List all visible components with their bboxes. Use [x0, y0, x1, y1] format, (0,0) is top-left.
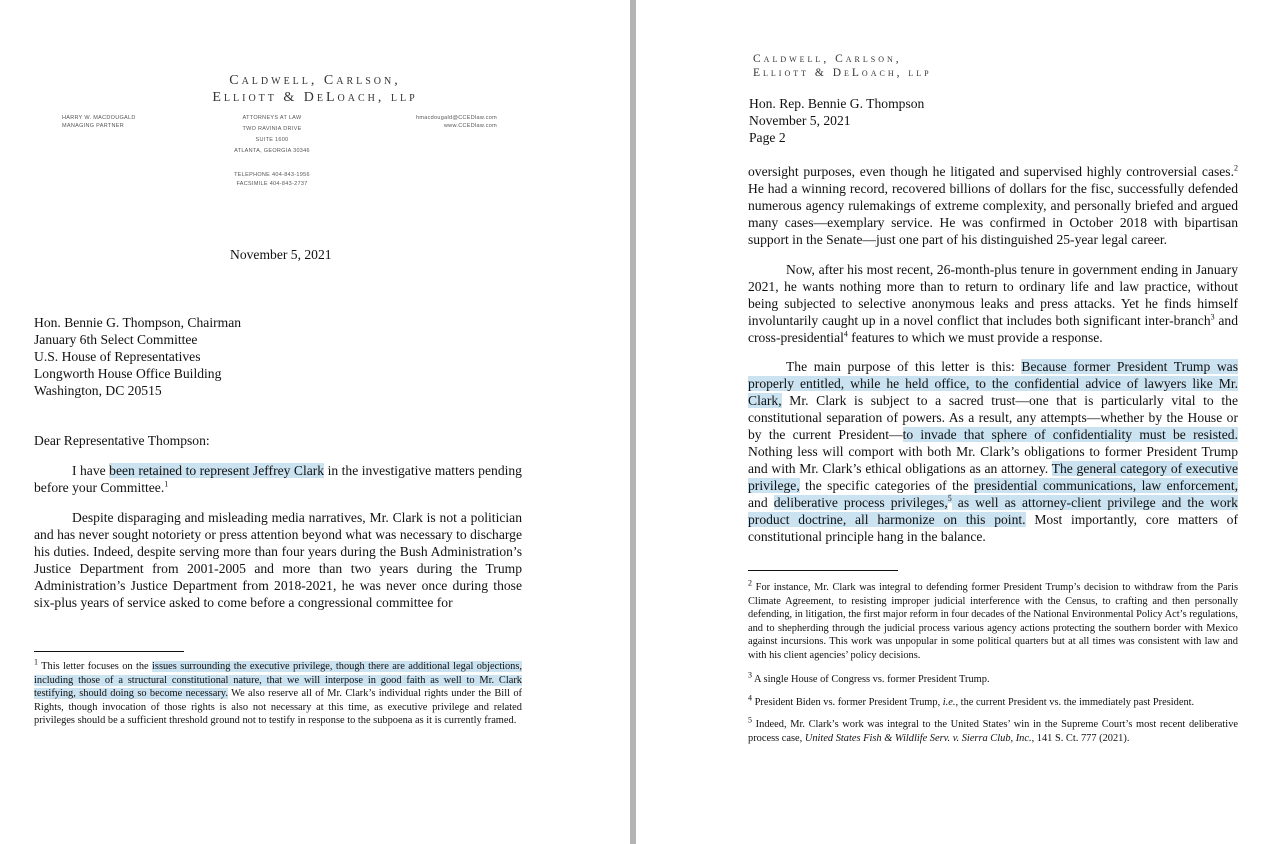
website-address[interactable]: www.CCEDlaw.com — [443, 123, 497, 129]
footnote-number: 2 — [748, 578, 752, 588]
text-run: in the investigative matters pending before your Committee. — [34, 463, 522, 495]
firm-letterhead — [130, 72, 500, 106]
recipient-address — [34, 314, 241, 399]
highlighted-text: been retained to represent Jeffrey Clark — [109, 463, 325, 478]
highlighted-text: Because former President Trump was properly entitled, while he held office, to the confidential advice of lawyers like Mr. Clark, — [748, 359, 1238, 408]
case-citation: United States Fish & Wildlife Serv. v. Sierra Club, Inc. — [804, 732, 1032, 744]
footnote-ref[interactable]: 5 — [947, 494, 952, 504]
highlighted-text: as well as attorney-client privilege and the work product doctrine, all harmonize on this point. — [748, 495, 1238, 527]
text-run: Indeed, Mr. Clark’s work was integral to the United States’ win in the Supreme Court’s most recent deliberative process case, — [748, 719, 1238, 744]
footnote-rule — [748, 570, 898, 571]
recipient-line: Washington, DC 20515 — [34, 383, 162, 398]
text-run: Mr. Clark is subject to a sacred trust—one that is particularly vital to the constitutional separation of powers. As a result, any attempts—whether by the House or by the current President— — [748, 393, 1238, 442]
text-run: The main purpose of this letter is this: — [786, 359, 1022, 374]
text-run: , 141 S. Ct. 777 (2021). — [1031, 732, 1130, 744]
paragraph-2: Despite disparaging and misleading media narratives, Mr. Clark is not a politician and has never sought notoriety or press attention beyond what was necessary to discharge his duties. Indeed, despite serving more than four years during the Bush Administration’s Justice Department from 2001-2005 and more than two years during the Trump Administration’s Justice Department from 2018-2021, he was never once during those six-plus years of service asked to come before a congressional committee for — [34, 510, 522, 610]
highlighted-text: The general category of executive privilege, — [748, 461, 1238, 493]
address-line: ATLANTA, GEORGIA 30346 — [234, 148, 310, 154]
address-line: ATTORNEYS AT LAW — [242, 115, 302, 121]
text-run: the specific categories of the — [799, 478, 975, 493]
text-run: President Biden vs. former President Trump, — [752, 697, 943, 708]
header-page-number: Page 2 — [749, 130, 786, 145]
fax-number: FACSIMILE 404-843-2737 — [236, 181, 308, 187]
footnote-number: 4 — [748, 693, 752, 703]
address-block — [222, 113, 322, 157]
highlighted-text: deliberative process privileges, — [773, 495, 948, 510]
paragraph-continued — [748, 163, 1238, 248]
highlighted-text: issues surrounding the executive privilege, though there are additional legal objections, including those of a structural constitutional nature, that we will interpose in good faith as well to Mr. Clark testifying, should doing so become necessary. — [34, 661, 522, 699]
contact-block — [405, 113, 497, 132]
paragraph-3 — [748, 358, 1238, 545]
text-run: We also reserve all of Mr. Clark’s individual rights under the Bill of Rights, though invocation of those rights is also not necessary at this time, as executive privilege and related privileges should be a sufficient threshold ground not to testify in response to the subpoena as it is currently framed. — [34, 688, 522, 726]
text-run: oversight purposes, even though he litigated and supervised highly controversial cases. — [748, 164, 1234, 179]
footnote-3 — [748, 670, 1238, 687]
footnote-1 — [34, 657, 522, 728]
text-run: , the current President vs. the immediately past President. — [955, 697, 1195, 708]
letter-date: November 5, 2021 — [230, 247, 332, 262]
address-line: SUITE 1600 — [255, 137, 289, 143]
text-run: features to which we must provide a response. — [847, 330, 1103, 345]
highlighted-text: to invade that sphere of confidentiality must be resisted. — [902, 427, 1238, 442]
recipient-line: Hon. Bennie G. Thompson, Chairman — [34, 315, 242, 330]
text-run: He had a winning record, recovered billions of dollars for the fisc, successfully defended numerous agency rulemakings of extreme complexity, and personally briefed and argued many cases—exemplary service. He was confirmed in October 2018 with bipartisan support in the Senate—just one part of his distinguished 25-year legal career. — [748, 181, 1238, 247]
italic-text: i.e. — [942, 697, 956, 708]
text-run: This letter focuses on the — [38, 661, 153, 672]
firm-letterhead-small — [753, 52, 932, 80]
footnote-ref[interactable]: 3 — [1210, 312, 1215, 322]
firm-name-line2: Elliott & DeLoach, llp — [212, 90, 418, 105]
partner-block — [62, 113, 136, 132]
text-run: and — [748, 495, 774, 510]
text-run: and cross-presidential — [748, 313, 1238, 345]
address-line: TWO RAVINIA DRIVE — [242, 126, 302, 132]
recipient-line: January 6th Select Committee — [34, 332, 198, 347]
letter-page-2 — [636, 0, 1280, 844]
footnote-4 — [748, 693, 1248, 710]
letter-page-1 — [0, 0, 630, 844]
footnote-number: 3 — [748, 670, 752, 680]
footnote-ref[interactable]: 4 — [843, 329, 848, 339]
header-recipient: Hon. Rep. Bennie G. Thompson — [749, 96, 925, 111]
salutation: Dear Representative Thompson: — [34, 433, 210, 448]
telephone-number: TELEPHONE 404-843-1956 — [234, 172, 310, 178]
footnote-number: 5 — [748, 715, 752, 725]
email-address[interactable]: hmacdougald@CCEDlaw.com — [416, 115, 497, 121]
text-run: A single House of Congress vs. former President Trump. — [752, 674, 990, 685]
footnote-2 — [748, 578, 1238, 662]
text-run: I have — [72, 463, 110, 478]
page-header — [749, 95, 924, 146]
header-date: November 5, 2021 — [749, 113, 851, 128]
footnote-number: 1 — [34, 657, 38, 667]
firm-name-line2: Elliott & DeLoach, llp — [753, 67, 932, 79]
footnote-5 — [748, 715, 1238, 745]
footnote-ref[interactable]: 2 — [1234, 163, 1238, 173]
footnote-rule — [34, 651, 184, 652]
partner-name: HARRY W. MACDOUGALD — [62, 115, 136, 121]
text-run: Now, after his most recent, 26-month-plus tenure in government ending in January 2021, he wants nothing more than to return to ordinary life and law practice, without being subjected to selective anonymous leaks and press attacks. Yet he finds himself involuntarily caught up in a novel conflict that includes both significant inter-branch — [748, 262, 1238, 328]
text-run: Most importantly, core matters of constitutional principle hang in the balance. — [748, 512, 1238, 544]
firm-name-line1: Caldwell, Carlson, — [229, 73, 401, 88]
recipient-line: U.S. House of Representatives — [34, 349, 201, 364]
highlighted-text: presidential communications, law enforcement, — [974, 478, 1238, 493]
firm-name-line1: Caldwell, Carlson, — [753, 53, 902, 65]
phone-block — [222, 170, 322, 190]
paragraph-2 — [748, 261, 1238, 346]
partner-title: MANAGING PARTNER — [62, 123, 125, 129]
text-run: For instance, Mr. Clark was integral to defending former President Trump’s decision to withdraw from the Paris Climate Agreement, to resisting improper judicial interference with the Census, to crafting and then personally defending, in litigation, the first major reform in four decades of the National Environmental Policy Act’s regulations, and to shepherding through the judicial process various agency actions protecting the southern border with Mexico against incursions. This work was unpopular in some political quarters but at all times was consistent with law and with his client agencies’ policy decisions. — [748, 582, 1238, 661]
text-run: Nothing less will comport with both Mr. Clark’s obligations to former President Trump and with Mr. Clark’s ethical obligations as an attorney. — [748, 444, 1238, 476]
footnote-ref[interactable]: 1 — [164, 479, 169, 489]
paragraph-1 — [34, 462, 522, 496]
recipient-line: Longworth House Office Building — [34, 366, 222, 381]
